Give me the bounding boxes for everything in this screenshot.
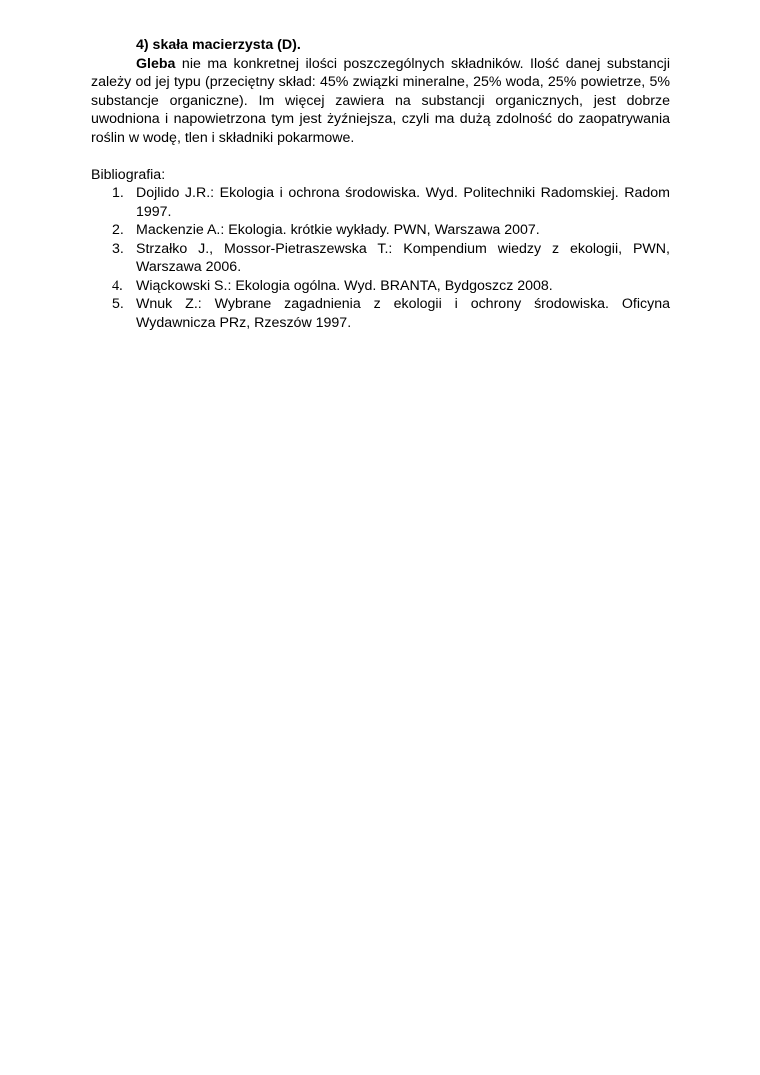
bibliography-item (91, 240, 670, 277)
bibliography-item-text: Mackenzie A.: Ekologia. krótkie wykłady. PWN, Warszawa 2007. (136, 222, 540, 238)
paragraph-text: nie ma konkretnej ilości poszczególnych składników. Ilość danej substancji zależy od jej typu (przeciętny skład: 45% związki mineralne, 25% woda, 25% powietrze, 5% substancje organiczne). Im więcej zawiera na substancji organicznych, jest dobrze uwodniona i napowietrzona tym jest żyźniejsza, czyli ma dużą zdolność do zaopatrywania roślin w wodę, tlen i składniki pokarmowe. (91, 55, 670, 146)
bibliography-item-number: 5. (112, 296, 124, 312)
bibliography-title: Bibliografia: (91, 166, 166, 183)
bibliography-item-text: Strzałko J., Mossor-Pietraszewska T.: Kompendium wiedzy z ekologii, PWN, Warszawa 2006. (136, 240, 670, 275)
lead-word: Gleba (136, 55, 176, 72)
bibliography-item (91, 184, 670, 221)
section-heading: 4) skała macierzysta (D). (136, 37, 301, 53)
document-page (91, 36, 670, 332)
bibliography-item-number: 3. (112, 240, 124, 257)
bibliography-item (91, 221, 670, 240)
bibliography-item-text: Dojlido J.R.: Ekologia i ochrona środowiska. Wyd. Politechniki Radomskiej. Radom 1997. (136, 185, 670, 220)
bibliography-item-text: Wiąckowski S.: Ekologia ogólna. Wyd. BRANTA, Bydgoszcz 2008. (136, 277, 553, 294)
bibliography-item-number: 2. (112, 222, 124, 238)
bibliography-item-number: 1. (112, 185, 124, 201)
bibliography-item-text: Wnuk Z.: Wybrane zagadnienia z ekologii i ochrony środowiska. Oficyna Wydawnicza PRz, Rzeszów 1997. (136, 296, 670, 331)
bibliography-list (91, 184, 670, 332)
bibliography-item (91, 277, 670, 296)
body-paragraph (91, 55, 670, 148)
bibliography-item-number: 4. (112, 277, 123, 294)
bibliography-item (91, 295, 670, 332)
